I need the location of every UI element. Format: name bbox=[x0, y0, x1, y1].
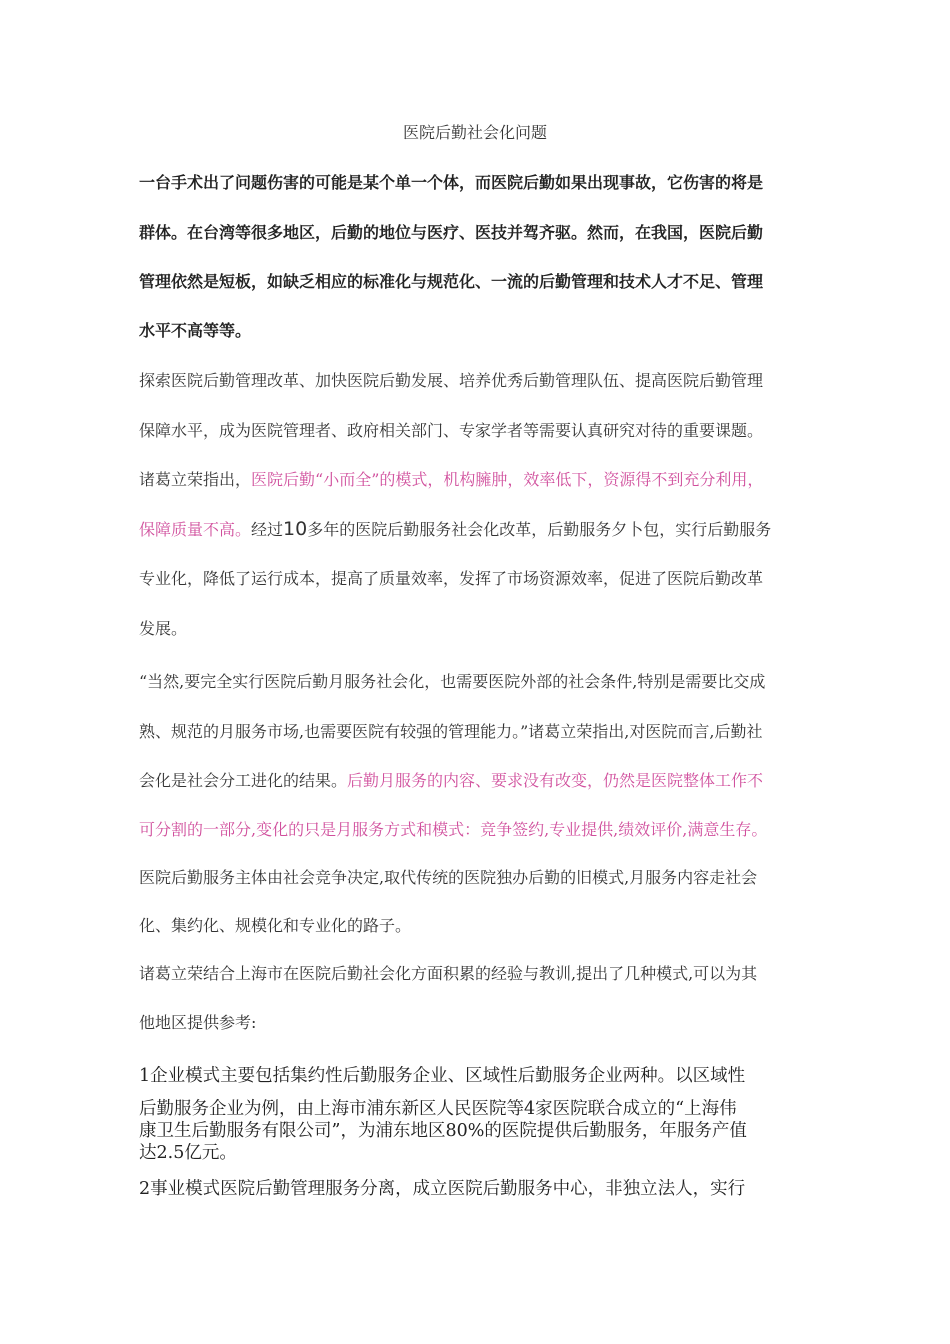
paragraph-1-line-1: 一台手术出了问题伤害的可能是某个单一个体，而医院后勤如果出现事故，它伤害的将是 bbox=[139, 173, 764, 192]
paragraph-7-line-1: 1企业模式主要包括集约性后勤服务企业、区域性后勤服务企业两种。以区域性 bbox=[139, 1066, 746, 1086]
paragraph-3-line-2 bbox=[139, 517, 771, 542]
paragraph-3-lead: 诸葛立荣指出， bbox=[139, 470, 252, 489]
paragraph-2-line-1: 探索医院后勤管理改革、加快医院后勤发展、培养优秀后勤管理队伍、提高医院后勤管理 bbox=[139, 371, 764, 390]
paragraph-1-line-4: 水平不高等等。 bbox=[139, 321, 252, 340]
paragraph-5-line-2: 化、集约化、规模化和专业化的路子。 bbox=[139, 916, 412, 935]
paragraph-8-line-1: 2事业模式医院后勤管理服务分离，成立医院后勤服务中心，非独立法人，实行 bbox=[139, 1179, 746, 1199]
paragraph-4-line-4: 可分割的一部分,变化的只是月服务方式和模式：竞争签约,专业提供,绩效评价,满意生存。 bbox=[139, 820, 768, 839]
paragraph-6-line-2: 他地区提供参考: bbox=[139, 1013, 257, 1032]
paragraph-3-number: 10 bbox=[283, 518, 308, 540]
paragraph-1-line-2: 群体。在台湾等很多地区，后勤的地位与医疗、医技并驾齐驱。然而，在我国，医院后勤 bbox=[139, 223, 764, 242]
paragraph-4-lead: 会化是社会分工进化的结果。 bbox=[139, 771, 348, 790]
paragraph-3-line-4: 发展。 bbox=[139, 619, 188, 638]
paragraph-2-line-2: 保障水平，成为医院管理者、政府相关部门、专家学者等需要认真研究对待的重要课题。 bbox=[139, 421, 764, 440]
paragraph-7-line-4: 达2.5亿元。 bbox=[139, 1143, 237, 1163]
paragraph-3-text-b: 多年的医院后勤服务社会化改革，后勤服务夕卜包，实行后勤服务 bbox=[307, 520, 772, 539]
paragraph-3-text-a: 经过 bbox=[251, 520, 284, 539]
paragraph-1-line-3: 管理依然是短板，如缺乏相应的标准化与规范化、一流的后勤管理和技术人才不足、管理 bbox=[139, 272, 764, 291]
paragraph-5-line-1: 医院后勤服务主体由社会竞争决定,取代传统的医院独办后勤的旧模式,月服务内容走社会 bbox=[139, 868, 758, 887]
document-title: 医院后勤社会化问题 bbox=[402, 123, 547, 142]
paragraph-3-highlight-1: 医院后勤“小而全”的模式，机构臃肿，效率低下，资源得不到充分利用， bbox=[251, 470, 764, 489]
paragraph-6-line-1: 诸葛立荣结合上海市在医院后勤社会化方面积累的经验与教训,提出了几种模式,可以为其 bbox=[139, 964, 758, 983]
paragraph-3-highlight-2: 保障质量不高。 bbox=[139, 520, 252, 539]
paragraph-4-highlight-1: 后勤月服务的内容、要求没有改变，仍然是医院整体工作不 bbox=[347, 771, 764, 790]
paragraph-4-line-1: “当然,要完全实行医院后勤月服务社会化，也需要医院外部的社会条件,特别是需要比交成 bbox=[139, 672, 766, 691]
paragraph-4-line-3 bbox=[139, 769, 763, 793]
paragraph-3-line-3: 专业化，降低了运行成本，提高了质量效率，发挥了市场资源效率，促进了医院后勤改革 bbox=[139, 569, 764, 588]
paragraph-7-line-3: 康卫生后勤服务有限公司”，为浦东地区80%的医院提供后勤服务，年服务产值 bbox=[139, 1121, 747, 1141]
paragraph-7-line-2: 后勤服务企业为例，由上海市浦东新区人民医院等4家医院联合成立的“上海伟 bbox=[139, 1099, 737, 1119]
paragraph-3-line-1 bbox=[139, 468, 763, 492]
paragraph-4-line-2: 熟、规范的月服务市场,也需要医院有较强的管理能力。”诸葛立荣指出,对医院而言,后勤社 bbox=[139, 722, 763, 741]
